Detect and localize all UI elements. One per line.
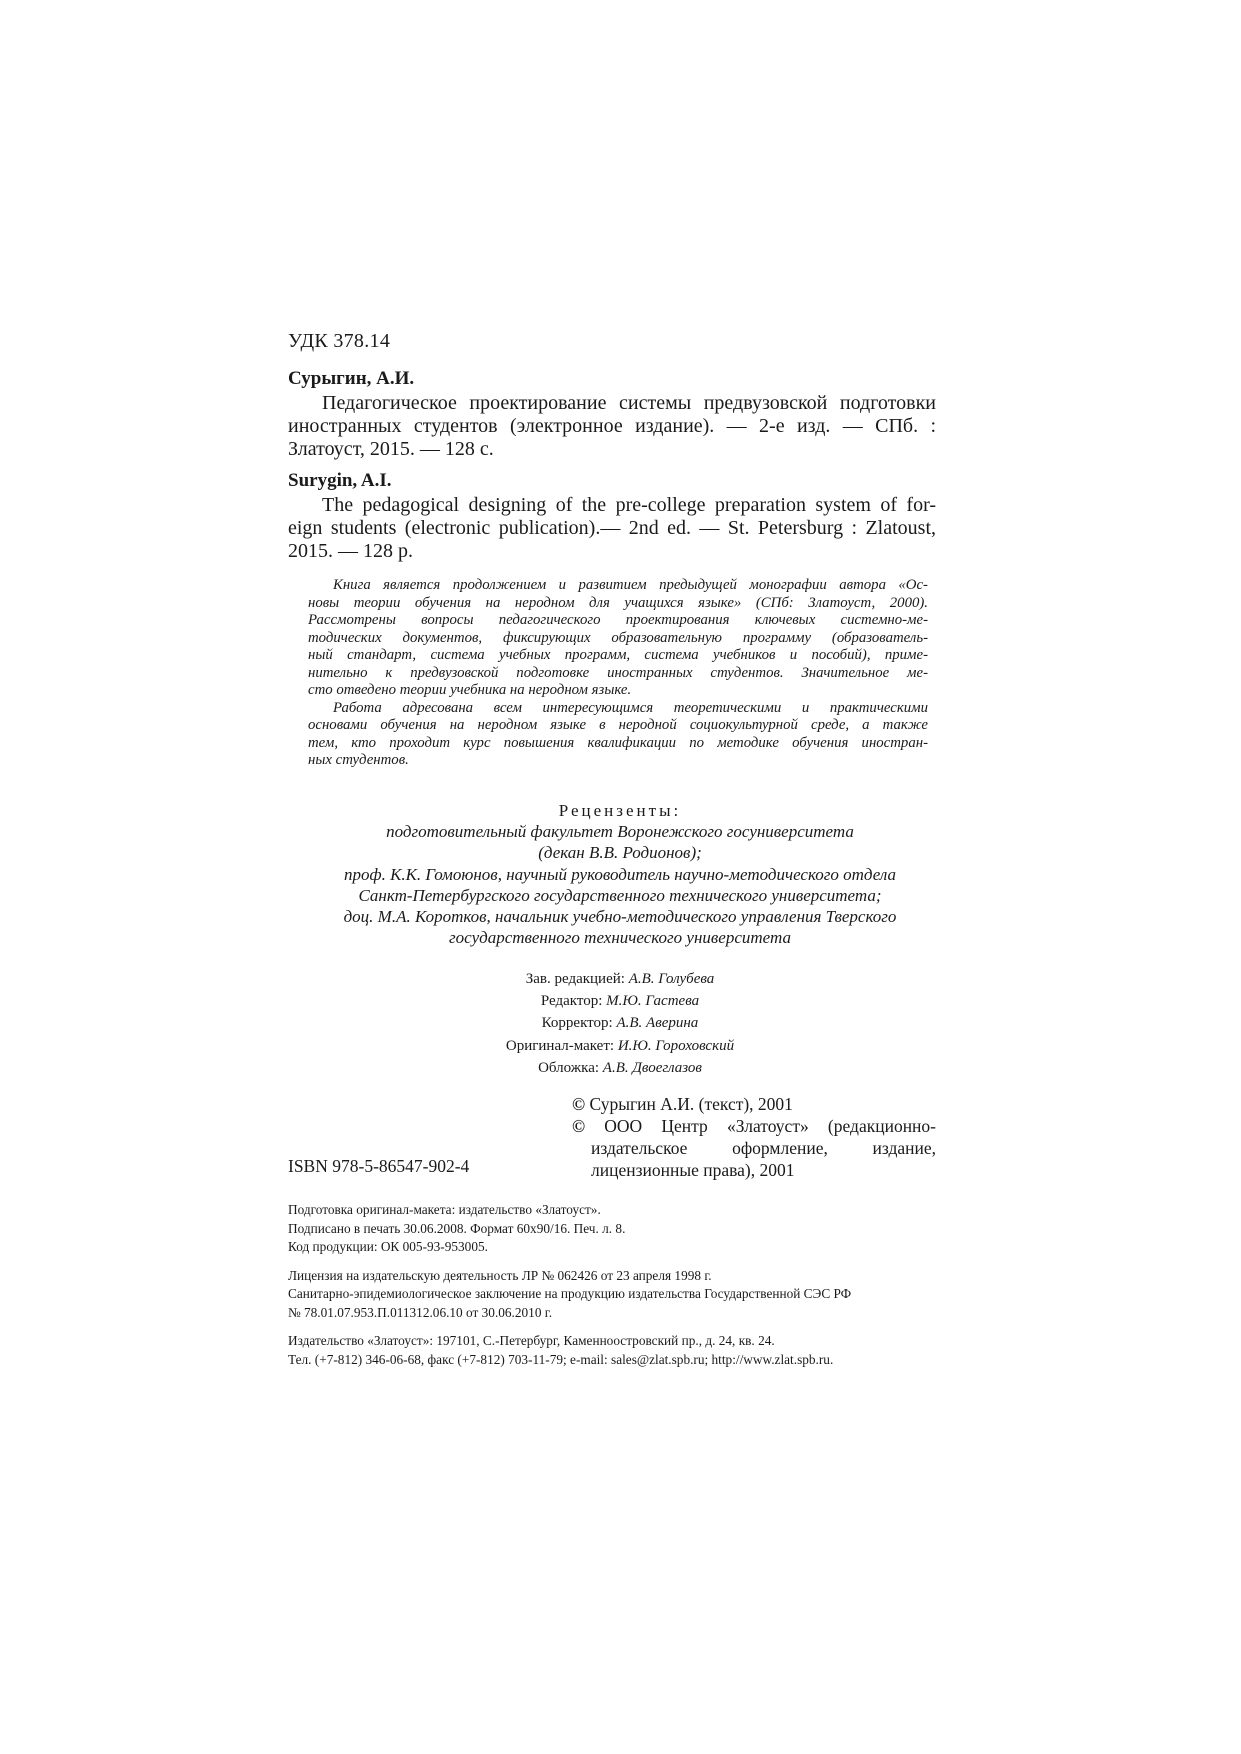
imprint-line: Подписано в печать 30.06.2008. Формат 60х90/16. Печ. л. 8. [288,1220,626,1236]
record-ru-line: Педагогическое проектирование системы предвузовской подготовки [322,392,936,414]
copyright-line: издательское оформление, издание, [591,1138,936,1158]
reviewer-line: (декан В.В. Родионов); [538,843,702,863]
staff-entry [420,968,820,990]
annotation-line: сто отведено теории учебника на неродном языке. [308,682,632,698]
imprint-line: Издательство «Златоуст»: 197101, С.-Петербург, Каменноостровский пр., д. 24, кв. 24. [288,1333,775,1348]
author-en: Surygin, A.I. [288,470,392,491]
imprint-line: Код продукции: ОК 005-93-953005. [288,1239,488,1254]
copyright-sign: © [572,1094,586,1114]
record-en-line: eign students (electronic publication).— 2nd ed. — St. Petersburg : Zlatoust, [288,517,936,539]
bibliographic-record-en [288,470,936,563]
annotation [308,577,928,770]
annotation-line: нительно к предвузовской подготовке иностранных студентов. Значительное ме- [308,664,928,681]
annotation-line: тем, кто проходит курс повышения квалификации по методике обучения иностран- [308,734,928,751]
reviewer-line: подготовительный факультет Воронежского госуниверситета [386,822,854,842]
staff-name: И.Ю. Гороховский [617,1037,735,1054]
imprint-line: Тел. (+7-812) 346-06-68, факс (+7-812) 703-11-79; e-mail: sales@zlat.spb.ru; http://www.zlat.spb.ru. [288,1351,834,1367]
staff-name: А.В. Аверина [616,1015,699,1032]
reviewer-line: Санкт-Петербургского государственного технического университета; [358,885,882,905]
annotation-line: новы теории обучения на неродном для учащихся языке» (СПб: Златоуст, 2000). [308,594,928,611]
staff-name: М.Ю. Гастева [606,993,700,1010]
annotation-line: основами обучения на неродном языке в неродной социокультурной среде, а также [308,717,928,733]
imprint-line: № 78.01.07.953.П.011312.06.10 от 30.06.2010 г. [288,1304,553,1320]
annotation-line: Работа адресована всем интересующимся теоретическими и практическими [333,699,928,716]
record-ru-line: иностранных студентов (электронное издание). — 2-е изд. — СПб. : [288,415,936,437]
staff-entry [420,1035,820,1057]
annotation-line: тодических документов, фиксирующих образовательную программу (образователь- [308,629,928,646]
staff-role: Зав. редакцией: [525,971,625,987]
staff-role: Редактор: [540,993,603,1010]
record-ru-line: Златоуст, 2015. — 128 с. [288,438,494,460]
staff-entry [420,1057,820,1079]
reviewer-line: доц. М.А. Коротков, начальник учебно-методического управления Тверского [343,906,897,926]
record-en-line: The pedagogical designing of the pre-college preparation system of for- [322,494,936,516]
reviewers-heading: Рецензенты: [558,801,682,820]
copyright-line [572,1093,936,1115]
udk-code: УДК 378.14 [288,330,391,352]
reviewer-line: государственного технического университета [449,928,791,948]
imprint-line: Подготовка оригинал-макета: издательство «Златоуст». [288,1202,601,1217]
imprint-line: Санитарно-эпидемиологическое заключение на продукцию издательства Государственной СЭС РФ [288,1286,852,1301]
copyright-block [572,1093,936,1181]
imprint-block [288,1201,948,1369]
annotation-line: Рассмотрены вопросы педагогического проектирования ключевых системно-ме- [308,612,928,628]
record-en-line: 2015. — 128 p. [288,540,413,562]
copyright-sign: © [572,1116,586,1136]
annotation-line: ный стандарт, система учебных программ, система учебников и пособий), приме- [308,647,928,663]
imprint-line: Лицензия на издательскую деятельность ЛР № 062426 от 23 апреля 1998 г. [288,1267,712,1283]
reviewers-block [300,800,940,948]
copyright-line: лицензионные права), 2001 [591,1160,795,1180]
staff-name: А.В. Голубева [628,971,715,987]
staff-entry [420,990,820,1012]
staff-role: Оригинал-макет: [505,1037,615,1054]
staff-role: Обложка: [538,1059,600,1076]
copyright-text: ООО Центр «Златоуст» (редакционно- [604,1116,936,1136]
bibliographic-record-ru [288,368,936,461]
isbn: ISBN 978-5-86547-902-4 [288,1156,470,1176]
copyright-text: Сурыгин А.И. (текст), 2001 [589,1094,793,1114]
copyright-line [572,1115,936,1137]
staff-entry [420,1012,820,1034]
reviewer-line: проф. К.К. Гомоюнов, научный руководитель научно-методического отдела [344,864,896,884]
annotation-line: ных студентов. [308,752,409,768]
editorial-staff [420,968,820,1079]
author-ru: Сурыгин, А.И. [288,368,415,389]
annotation-line: Книга является продолжением и развитием предыдущей монографии автора «Ос- [333,577,928,593]
staff-role: Корректор: [541,1015,613,1032]
staff-name: А.В. Двоеглазов [602,1059,702,1076]
